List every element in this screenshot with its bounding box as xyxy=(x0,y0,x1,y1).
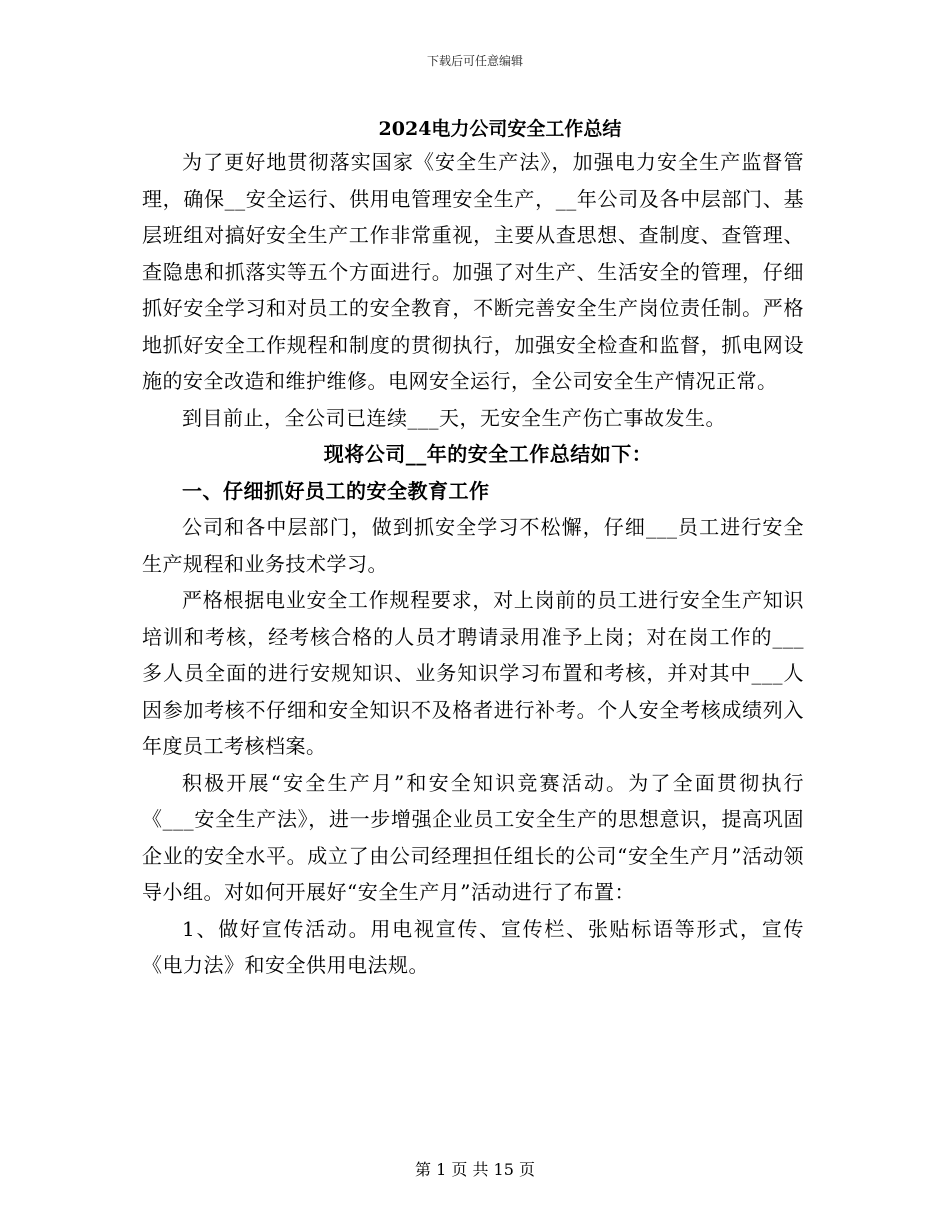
document-body xyxy=(142,144,804,984)
summary-heading: 现将公司__年的安全工作总结如下： xyxy=(323,442,653,466)
paragraph-intro: 为了更好地贯彻落实国家《安全生产法》，加强电力安全生产监督管理，确保__安全运行、供用电管理安全生产，__年公司及各中层部门、基层班组对搞好安全生产工作非常重视，主要从查思想、查制度、查管理、查隐患和抓落实等五个方面进行。加强了对生产、生活安全的管理，仔细抓好安全学习和对员工的安全教育，不断完善安全生产岗位责任制。严格地抓好安全工作规程和制度的贯彻执行，加强安全检查和监督，抓电网设施的安全改造和维护维修。电网安全运行，全公司安全生产情况正常。 xyxy=(142,150,804,393)
paragraph-safety-record: 到目前止，全公司已连续___天，无安全生产伤亡事故发生。 xyxy=(182,405,726,430)
paragraph-publicity: 1、做好宣传活动。用电视宣传、宣传栏、张贴标语等形式，宣传《电力法》和安全供用电法规。 xyxy=(142,916,804,977)
page-number: 第 1 页 共 15 页 xyxy=(415,1160,535,1179)
paragraph-safety-month: 积极开展“安全生产月”和安全知识竞赛活动。为了全面贯彻执行《___安全生产法》，进一步增强企业员工安全生产的思想意识，提高巩固企业的安全水平。成立了由公司经理担任组长的公司“安全生产月”活动领导小组。对如何开展好“安全生产月”活动进行了布置： xyxy=(142,770,804,904)
document-title: 2024电力公司安全工作总结 xyxy=(378,118,622,140)
section-heading-1: 一、仔细抓好员工的安全教育工作 xyxy=(182,478,490,503)
header-note: 下载后可任意编辑 xyxy=(426,54,523,68)
paragraph-training: 严格根据电业安全工作规程要求，对上岗前的员工进行安全生产知识培训和考核，经考核合格的人员才聘请录用准予上岗；对在岗工作的___多人员全面的进行安规知识、业务知识学习布置和考核，并对其中___人因参加考核不仔细和安全知识不及格者进行补考。个人安全考核成绩列入年度员工考核档案。 xyxy=(142,588,804,758)
paragraph-study: 公司和各中层部门，做到抓安全学习不松懈，仔细___员工进行安全生产规程和业务技术学习。 xyxy=(142,515,804,576)
